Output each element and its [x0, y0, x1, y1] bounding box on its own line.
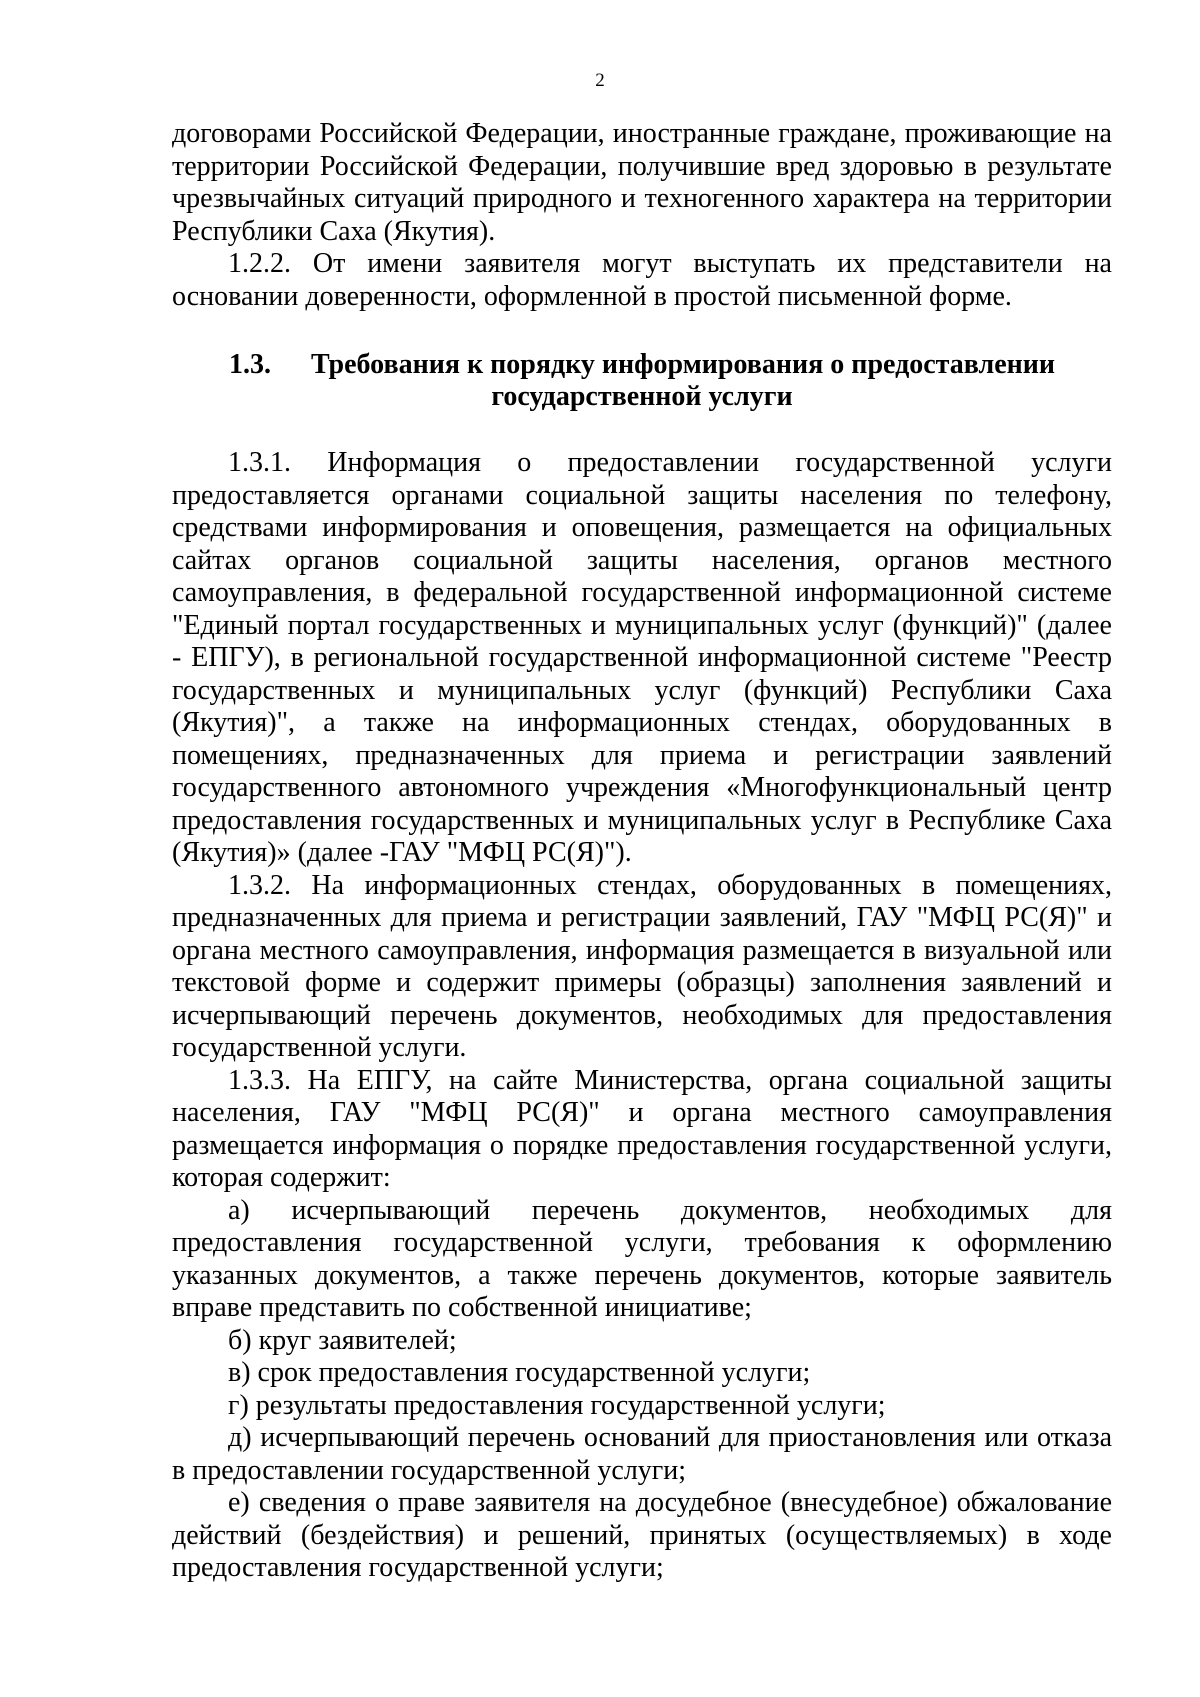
list-item-g: г) результаты предоставления государственной услуги; [228, 1389, 886, 1421]
document-body [172, 118, 1112, 1585]
list-item-v: в) срок предоставления государственной услуги; [228, 1357, 811, 1388]
section-heading-line-1 [172, 349, 1112, 381]
section-heading [172, 349, 1112, 413]
section-title-line-1: Требования к порядку информирования о предоставлении [310, 349, 1056, 380]
page-number: 2 [595, 70, 605, 91]
paragraph-1-3-1: 1.3.1. Информация о предоставлении государственной услуги предоставляется органами социальной защиты населения по телефону, средствами информирования и оповещения, размещается на официальных сайтах органов социальной защиты населения, органов местного самоуправления, в федеральной государственной информационной системе "Единый портал государственных и муниципальных услуг (функций)" (далее - ЕПГУ), в региональной государственной информационной системе "Реестр государственных и муниципальных услуг (функций) Республики Саха (Якутия)", а также на информационных стендах, оборудованных в помещениях, предназначенных для приема и регистрации заявлений государственного автономного учреждения «Многофункциональный центр предоставления государственных и муниципальных услуг в Республике Саха (Якутия)» (далее -ГАУ "МФЦ РС(Я)"). [172, 447, 1112, 868]
paragraph-1-3-3: 1.3.3. На ЕПГУ, на сайте Министерства, органа социальной защиты населения, ГАУ "МФЦ РС(Я)" и органа местного самоуправления размещается информация о порядке предоставления государственной услуги, которая содержит: [172, 1064, 1112, 1193]
section-number: 1.3. [228, 349, 271, 380]
paragraph-1-3-2: 1.3.2. На информационных стендах, оборудованных в помещениях, предназначенных для приема и регистрации заявлений, ГАУ "МФЦ РС(Я)" и органа местного самоуправления, информация размещается в визуальной или текстовой форме и содержит примеры (образцы) заполнения заявлений и исчерпывающий перечень документов, необходимых для предоставления государственной услуги. [172, 869, 1112, 1063]
paragraph-continuation: договорами Российской Федерации, иностранные граждане, проживающие на территории Российской Федерации, получившие вред здоровью в результате чрезвычайных ситуаций природного и техногенного характера на территории Республики Саха (Якутия). [172, 118, 1112, 247]
list-item-a: а) исчерпывающий перечень документов, необходимых для предоставления государственной услуги, требования к оформлению указанных документов, а также перечень документов, которые заявитель вправе представить по собственной инициативе; [172, 1194, 1112, 1323]
section-title-line-2: государственной услуги [491, 381, 793, 412]
list-item-e: е) сведения о праве заявителя на досудебное (внесудебное) обжалование действий (бездействия) и решений, принятых (осуществляемых) в ходе предоставления государственной услуги; [172, 1487, 1112, 1583]
paragraph-1-2-2: 1.2.2. От имени заявителя могут выступать их представители на основании доверенности, оформленной в простой письменной форме. [172, 248, 1112, 312]
list-item-b: б) круг заявителей; [228, 1324, 457, 1356]
list-item-d: д) исчерпывающий перечень оснований для приостановления или отказа в предоставлении государственной услуги; [172, 1422, 1112, 1486]
